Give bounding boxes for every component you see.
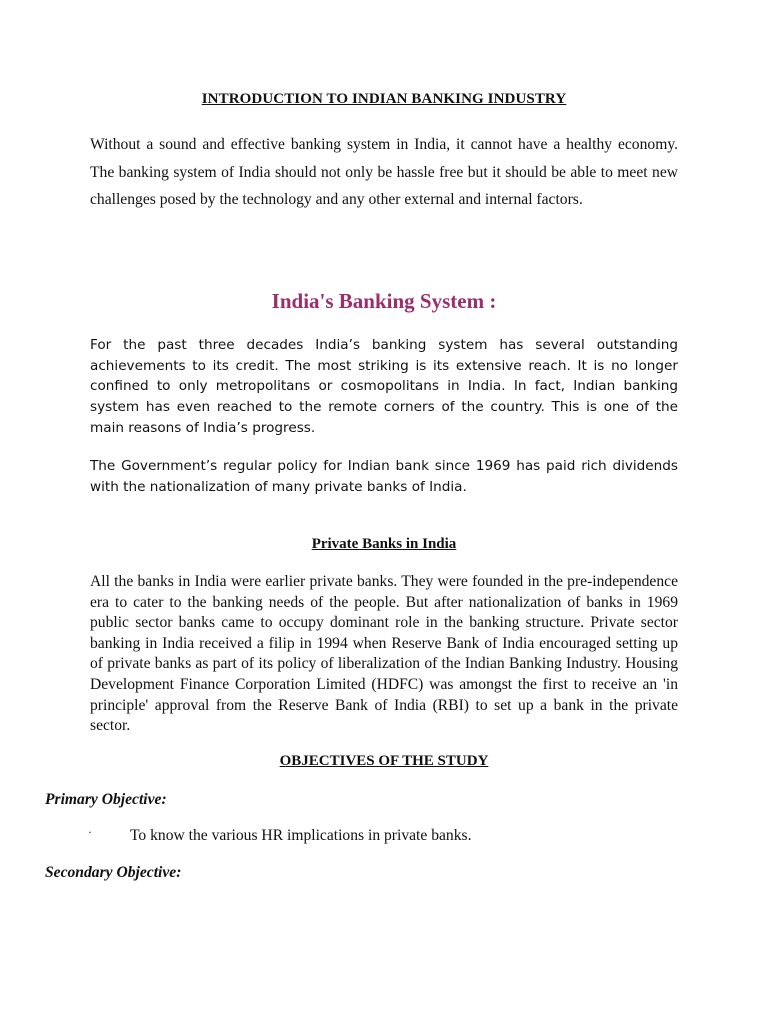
primary-objective-text: To know the various HR implications in private banks. [130, 827, 472, 844]
secondary-objective-label: Secondary Objective: [45, 864, 182, 881]
banking-system-paragraph-1: For the past three decades India’s banking system has several outstanding achievements to its credit. The most striking is its extensive reach. It is no longer confined to only metropolitans or cosmopolitans in India. In fact, Indian banking system has even reached to the remote corners of the country. This is one of the main reasons of India’s progress. [90, 337, 678, 436]
intro-paragraph: Without a sound and effective banking system in India, it cannot have a healthy economy. The banking system of India should not only be hassle free but it should be able to meet new challenges posed by the technology and any other external and internal factors. [90, 136, 678, 208]
private-banks-heading: Private Banks in India [311, 536, 457, 552]
private-banks-paragraph: All the banks in India were earlier private banks. They were founded in the pre-independence era to cater to the banking needs of the people. But after nationalization of banks in 1969 public sector banks came to occupy dominant role in the banking structure. Private sector banking in India received a filip in 1994 when Reserve Bank of India encouraged setting up of private banks as part of its policy of liberalization of the Indian Banking Industry. Housing Development Finance Corporation Limited (HDFC) was amongst the first to receive an 'in principle' approval from the Reserve Bank of India (RBI) to set up a bank in the private sector. [90, 573, 678, 735]
objectives-heading: OBJECTIVES OF THE STUDY [279, 753, 489, 769]
banking-system-paragraph-2: The Government’s regular policy for Indian bank since 1969 has paid rich dividends with the nationalization of many private banks of India. [90, 458, 678, 495]
section-heading-banking-system: India's Banking System : [271, 289, 497, 313]
bullet-icon: · [88, 825, 92, 839]
document-title: INTRODUCTION TO INDIAN BANKING INDUSTRY [201, 91, 567, 107]
primary-objective-label: Primary Objective: [45, 791, 167, 808]
